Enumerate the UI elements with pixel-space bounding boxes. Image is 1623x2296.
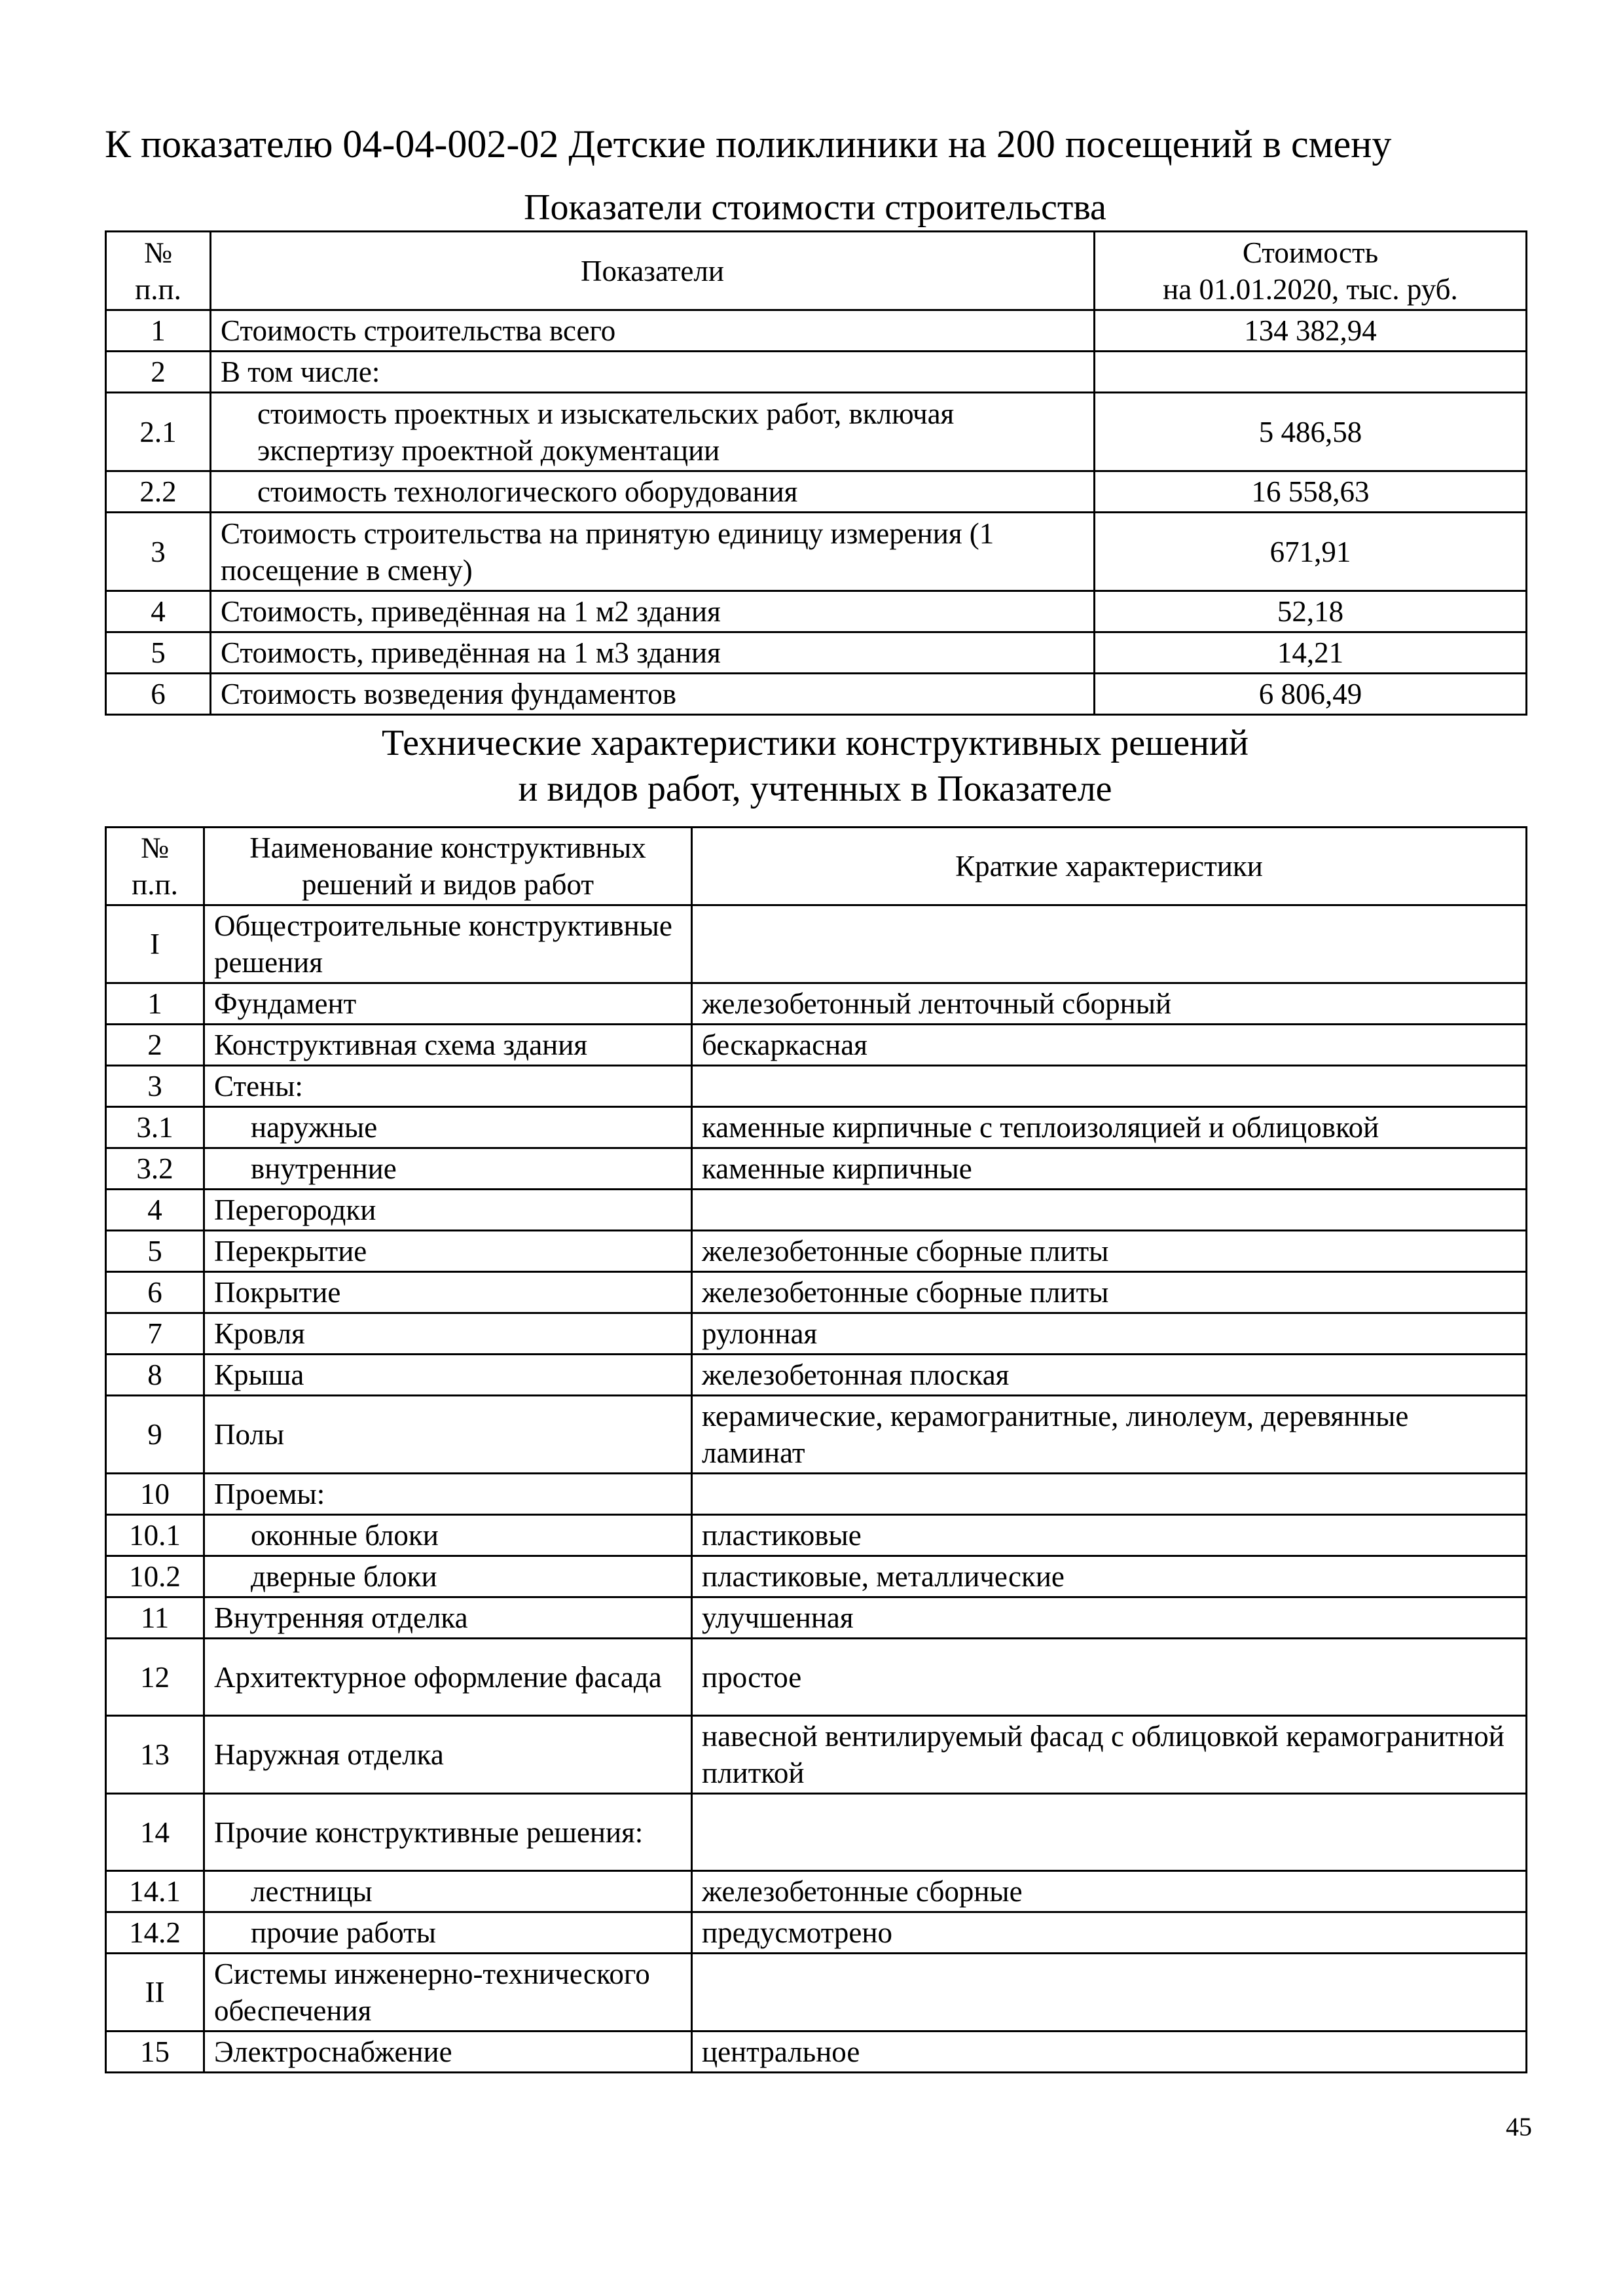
table-row bbox=[106, 1474, 1527, 1515]
row-name: Перекрытие bbox=[204, 1231, 692, 1272]
row-label: Стоимость возведения фундаментов bbox=[211, 674, 1095, 715]
table-row bbox=[106, 352, 1527, 393]
row-num: 9 bbox=[106, 1396, 204, 1474]
header-num-line1: № bbox=[141, 831, 169, 864]
table-row bbox=[106, 1639, 1527, 1716]
page-number: 45 bbox=[1506, 2112, 1532, 2141]
row-num: 2.2 bbox=[106, 471, 211, 513]
row-num: 4 bbox=[106, 591, 211, 632]
row-num: 3.1 bbox=[106, 1107, 204, 1148]
row-desc: железобетонная плоская bbox=[692, 1355, 1527, 1396]
row-num: 13 bbox=[106, 1716, 204, 1794]
cost-table-title: Показатели стоимости строительства bbox=[524, 187, 1106, 228]
row-desc bbox=[692, 1794, 1527, 1871]
row-num: 3.2 bbox=[106, 1148, 204, 1190]
table-row bbox=[106, 1597, 1527, 1639]
row-desc bbox=[692, 1066, 1527, 1107]
row-value: 6 806,49 bbox=[1095, 674, 1527, 715]
row-desc: бескаркасная bbox=[692, 1025, 1527, 1066]
table-row bbox=[106, 1231, 1527, 1272]
row-num: 8 bbox=[106, 1355, 204, 1396]
header-cost-line1: Стоимость bbox=[1242, 236, 1379, 269]
row-num: 5 bbox=[106, 632, 211, 674]
row-name: Внутренняя отделка bbox=[204, 1597, 692, 1639]
row-value: 52,18 bbox=[1095, 591, 1527, 632]
row-value bbox=[1095, 352, 1527, 393]
table-row bbox=[106, 1355, 1527, 1396]
row-name: Системы инженерно-технического обеспечения bbox=[204, 1954, 692, 2032]
row-num: 1 bbox=[106, 983, 204, 1025]
row-num: 2.1 bbox=[106, 393, 211, 471]
row-name: дверные блоки bbox=[204, 1556, 692, 1597]
table-row bbox=[106, 1272, 1527, 1313]
row-label: Стоимость, приведённая на 1 м3 здания bbox=[211, 632, 1095, 674]
header-num-line1: № bbox=[144, 236, 172, 269]
row-value: 134 382,94 bbox=[1095, 310, 1527, 352]
cost-indicators-table bbox=[105, 230, 1527, 716]
row-desc: каменные кирпичные с теплоизоляцией и облицовкой bbox=[692, 1107, 1527, 1148]
table-row bbox=[106, 2032, 1527, 2073]
row-num: 10.2 bbox=[106, 1556, 204, 1597]
row-desc: рулонная bbox=[692, 1313, 1527, 1355]
tech-title-line2: и видов работ, учтенных в Показателе bbox=[518, 769, 1112, 809]
row-num: I bbox=[106, 905, 204, 983]
row-desc bbox=[692, 1954, 1527, 2032]
table-row bbox=[106, 1794, 1527, 1871]
table-row bbox=[106, 310, 1527, 352]
row-name: Крыша bbox=[204, 1355, 692, 1396]
row-desc: керамические, керамогранитные, линолеум, деревянные ламинат bbox=[692, 1396, 1527, 1474]
header-num bbox=[106, 828, 204, 905]
table-row bbox=[106, 1556, 1527, 1597]
row-desc: предусмотрено bbox=[692, 1912, 1527, 1954]
row-name: Архитектурное оформление фасада bbox=[204, 1639, 692, 1716]
row-name: прочие работы bbox=[204, 1912, 692, 1954]
row-name: Полы bbox=[204, 1396, 692, 1474]
row-label: Стоимость строительства всего bbox=[211, 310, 1095, 352]
row-desc: простое bbox=[692, 1639, 1527, 1716]
technical-characteristics-table bbox=[105, 826, 1527, 2073]
row-label: стоимость технологического оборудования bbox=[211, 471, 1095, 513]
table-row bbox=[106, 471, 1527, 513]
row-desc bbox=[692, 905, 1527, 983]
row-num: 12 bbox=[106, 1639, 204, 1716]
row-name: Электроснабжение bbox=[204, 2032, 692, 2073]
row-value: 5 486,58 bbox=[1095, 393, 1527, 471]
row-name: Проемы: bbox=[204, 1474, 692, 1515]
table-row bbox=[106, 1066, 1527, 1107]
row-desc: навесной вентилируемый фасад с облицовкой керамогранитной плиткой bbox=[692, 1716, 1527, 1794]
table-row bbox=[106, 1107, 1527, 1148]
row-name: наружные bbox=[204, 1107, 692, 1148]
header-cost bbox=[1095, 232, 1527, 310]
tech-title-line1: Технические характеристики конструктивных решений bbox=[382, 723, 1249, 763]
header-num bbox=[106, 232, 211, 310]
table-header-row bbox=[106, 232, 1527, 310]
row-desc: железобетонные сборные bbox=[692, 1871, 1527, 1912]
row-num: 14 bbox=[106, 1794, 204, 1871]
row-desc: каменные кирпичные bbox=[692, 1148, 1527, 1190]
table-row bbox=[106, 1954, 1527, 2032]
row-name: Прочие конструктивные решения: bbox=[204, 1794, 692, 1871]
row-desc: пластиковые, металлические bbox=[692, 1556, 1527, 1597]
table-header-row bbox=[106, 828, 1527, 905]
row-num: 10.1 bbox=[106, 1515, 204, 1556]
row-label: В том числе: bbox=[211, 352, 1095, 393]
row-desc: улучшенная bbox=[692, 1597, 1527, 1639]
table-row bbox=[106, 513, 1527, 591]
row-value: 14,21 bbox=[1095, 632, 1527, 674]
row-label: Стоимость строительства на принятую единицу измерения (1 посещение в смену) bbox=[211, 513, 1095, 591]
row-num: 6 bbox=[106, 674, 211, 715]
row-name: Конструктивная схема здания bbox=[204, 1025, 692, 1066]
header-num-line2: п.п. bbox=[132, 868, 178, 901]
row-num: 3 bbox=[106, 1066, 204, 1107]
header-cost-line2: на 01.01.2020, тыс. руб. bbox=[1163, 272, 1458, 306]
header-num-line2: п.п. bbox=[135, 272, 181, 306]
row-name: Стены: bbox=[204, 1066, 692, 1107]
row-num: 2 bbox=[106, 1025, 204, 1066]
table-row bbox=[106, 1025, 1527, 1066]
row-num: 14.1 bbox=[106, 1871, 204, 1912]
table-row bbox=[106, 1716, 1527, 1794]
row-value: 671,91 bbox=[1095, 513, 1527, 591]
table-row bbox=[106, 1148, 1527, 1190]
row-num: 6 bbox=[106, 1272, 204, 1313]
row-desc bbox=[692, 1190, 1527, 1231]
row-num: 10 bbox=[106, 1474, 204, 1515]
row-name: Покрытие bbox=[204, 1272, 692, 1313]
row-num: 3 bbox=[106, 513, 211, 591]
table-row bbox=[106, 591, 1527, 632]
row-label: Стоимость, приведённая на 1 м2 здания bbox=[211, 591, 1095, 632]
row-num: 2 bbox=[106, 352, 211, 393]
table-row bbox=[106, 1871, 1527, 1912]
row-name: внутренние bbox=[204, 1148, 692, 1190]
table-row bbox=[106, 1515, 1527, 1556]
row-num: II bbox=[106, 1954, 204, 2032]
header-name-line2: решений и видов работ bbox=[301, 868, 594, 901]
header-indicator: Показатели bbox=[211, 232, 1095, 310]
row-num: 1 bbox=[106, 310, 211, 352]
row-num: 15 bbox=[106, 2032, 204, 2073]
row-num: 4 bbox=[106, 1190, 204, 1231]
table-row bbox=[106, 632, 1527, 674]
table-row bbox=[106, 983, 1527, 1025]
row-value: 16 558,63 bbox=[1095, 471, 1527, 513]
row-desc: железобетонные сборные плиты bbox=[692, 1272, 1527, 1313]
table-row bbox=[106, 1912, 1527, 1954]
row-desc bbox=[692, 1474, 1527, 1515]
row-name: Перегородки bbox=[204, 1190, 692, 1231]
row-desc: пластиковые bbox=[692, 1515, 1527, 1556]
row-num: 7 bbox=[106, 1313, 204, 1355]
row-name: Наружная отделка bbox=[204, 1716, 692, 1794]
tech-table-title bbox=[105, 720, 1525, 812]
row-name: Кровля bbox=[204, 1313, 692, 1355]
document-title: К показателю 04-04-002-02 Детские поликлиники на 200 посещений в смену bbox=[105, 122, 1392, 166]
row-num: 5 bbox=[106, 1231, 204, 1272]
header-name bbox=[204, 828, 692, 905]
table-row bbox=[106, 674, 1527, 715]
row-name: Фундамент bbox=[204, 983, 692, 1025]
table-row bbox=[106, 1313, 1527, 1355]
row-num: 14.2 bbox=[106, 1912, 204, 1954]
row-label: стоимость проектных и изыскательских работ, включая экспертизу проектной документации bbox=[211, 393, 1095, 471]
table-row bbox=[106, 1190, 1527, 1231]
header-desc: Краткие характеристики bbox=[692, 828, 1527, 905]
table-row bbox=[106, 1396, 1527, 1474]
row-name: Общестроительные конструктивные решения bbox=[204, 905, 692, 983]
table-row bbox=[106, 393, 1527, 471]
row-desc: железобетонный ленточный сборный bbox=[692, 983, 1527, 1025]
row-desc: железобетонные сборные плиты bbox=[692, 1231, 1527, 1272]
header-name-line1: Наименование конструктивных bbox=[249, 831, 646, 864]
row-name: оконные блоки bbox=[204, 1515, 692, 1556]
table-row bbox=[106, 905, 1527, 983]
row-desc: центральное bbox=[692, 2032, 1527, 2073]
row-name: лестницы bbox=[204, 1871, 692, 1912]
row-num: 11 bbox=[106, 1597, 204, 1639]
